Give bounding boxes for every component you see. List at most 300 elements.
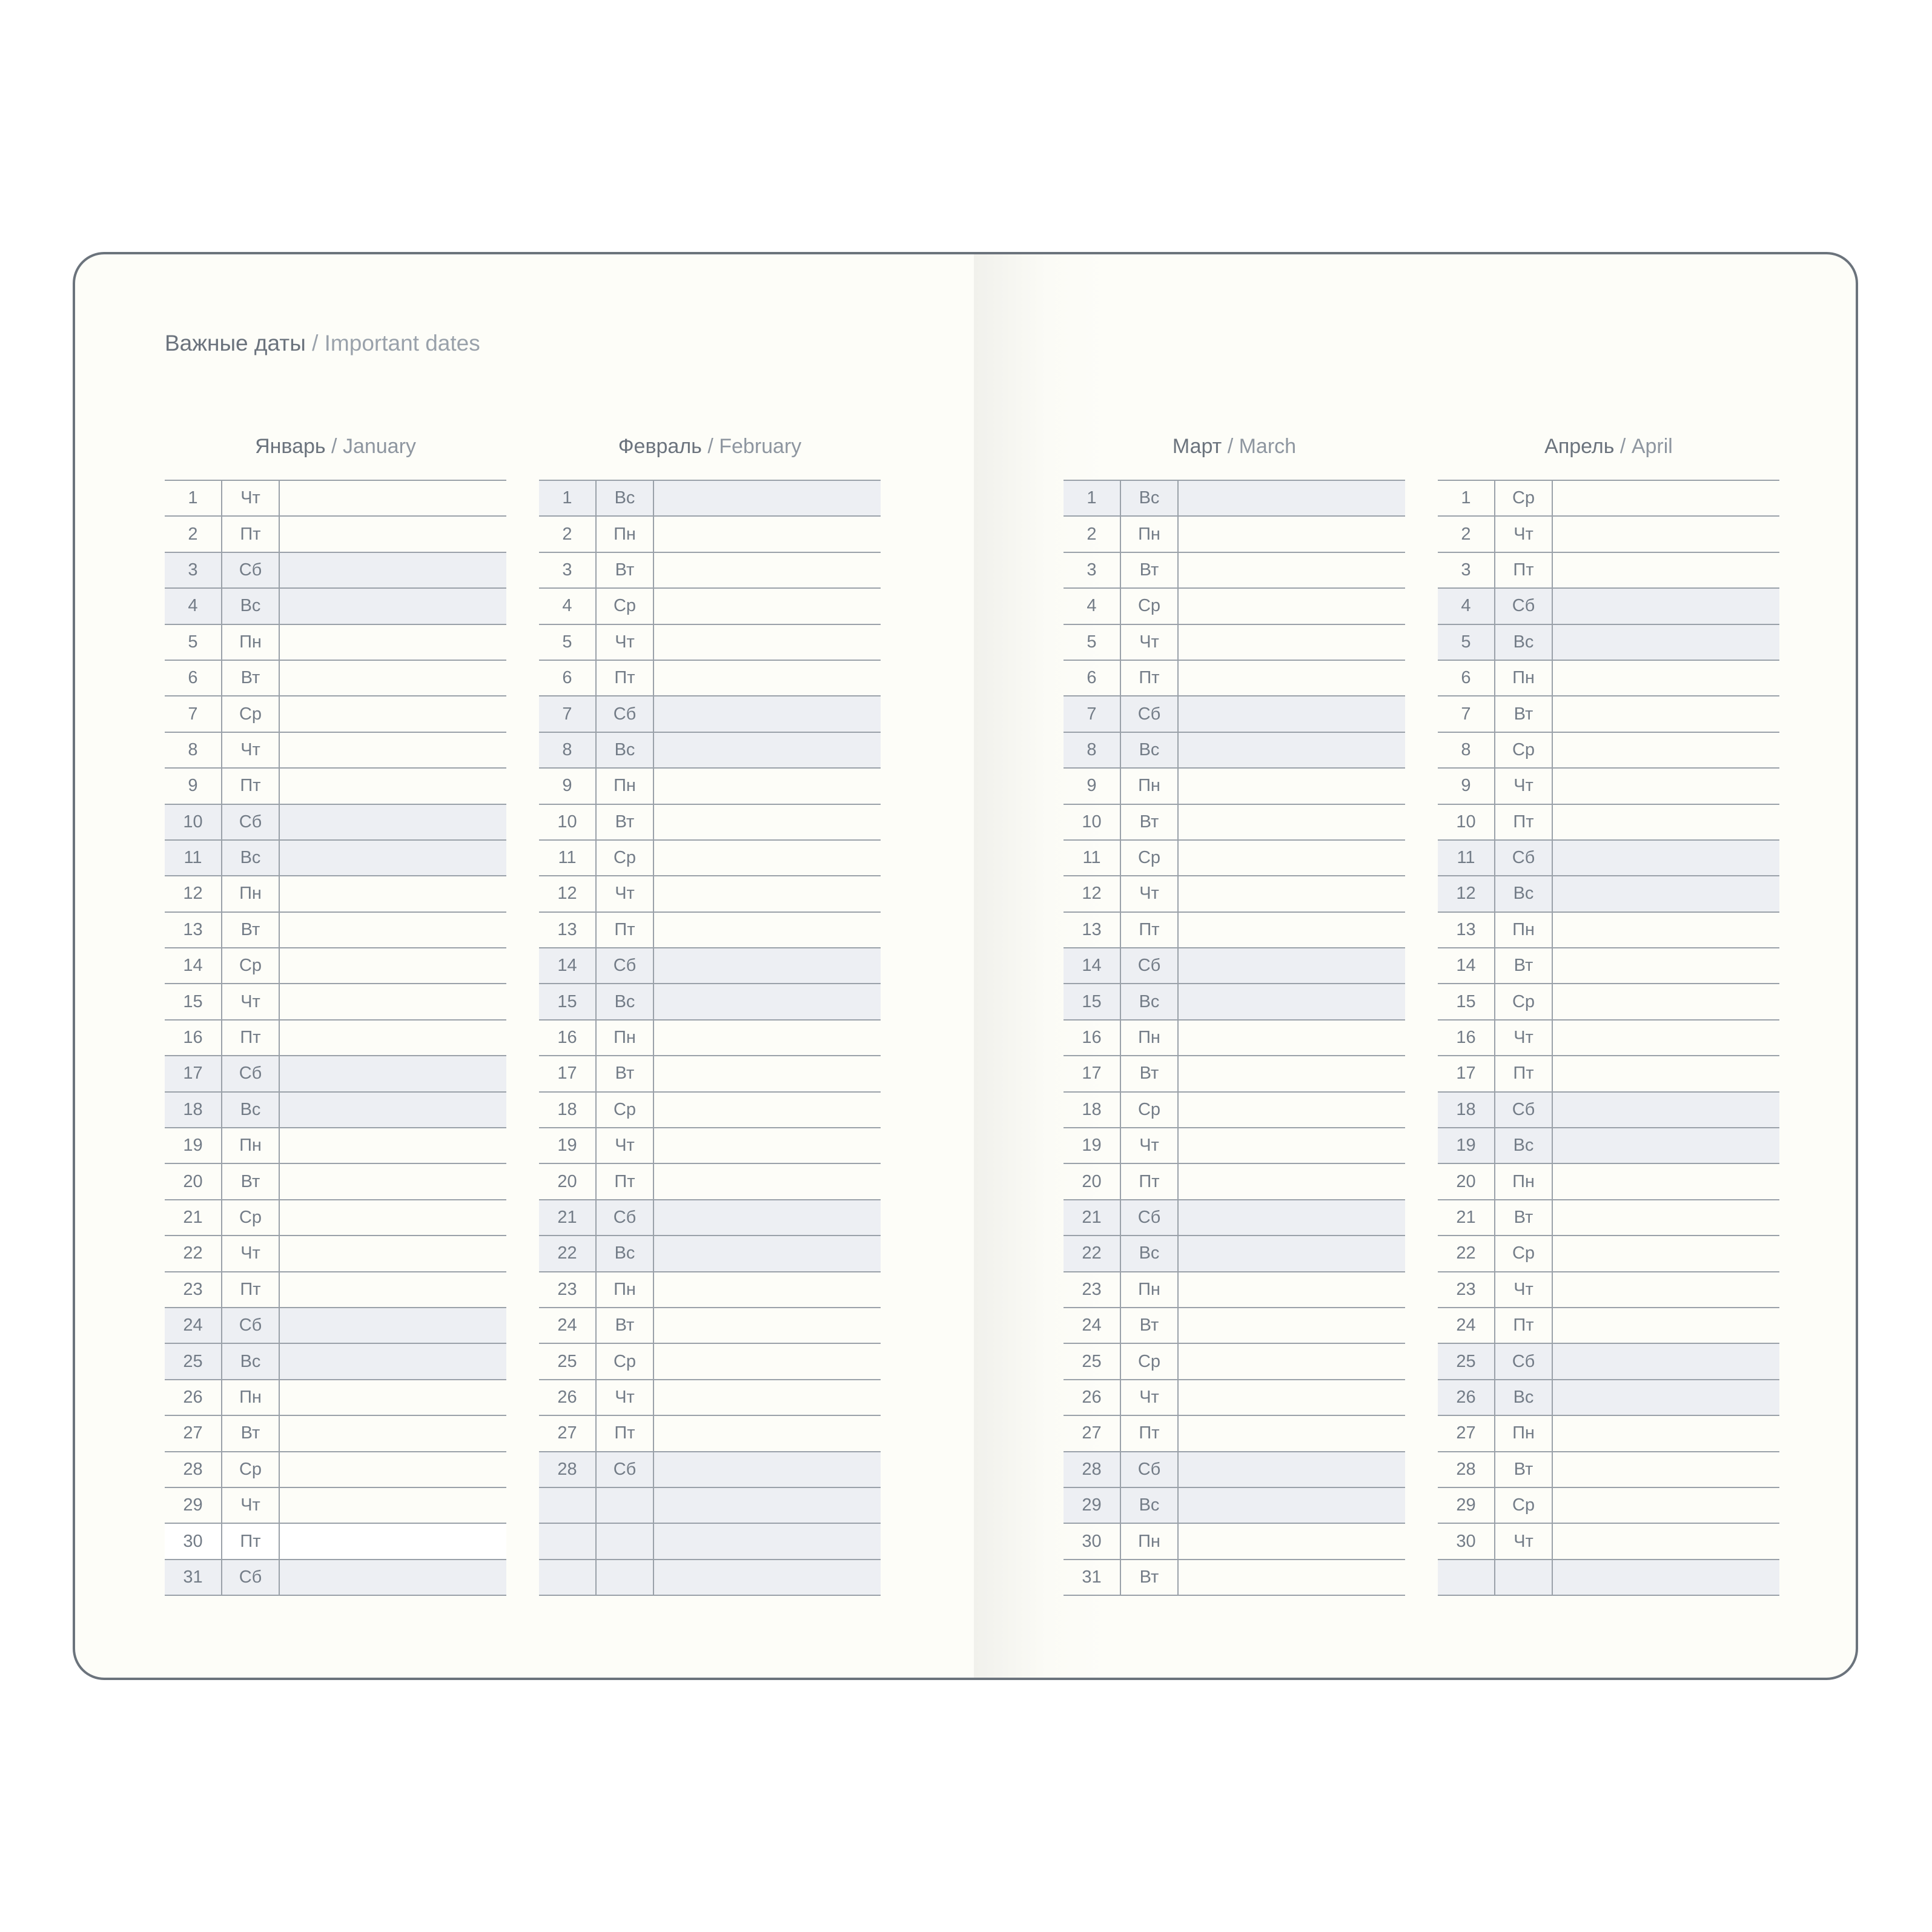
note-cell[interactable]: [1179, 1093, 1405, 1127]
date-row: [1438, 1344, 1779, 1380]
date-row: [165, 1560, 506, 1596]
note-cell[interactable]: [1179, 948, 1405, 983]
weekday: Сб: [1121, 948, 1179, 983]
note-cell[interactable]: [1553, 553, 1779, 587]
weekday: Пт: [597, 661, 654, 695]
date-row: [539, 696, 881, 732]
weekday: Вс: [222, 841, 280, 875]
note-cell[interactable]: [280, 948, 506, 983]
date-row: [539, 1488, 881, 1524]
note-cell[interactable]: [1553, 1488, 1779, 1523]
note-cell[interactable]: [280, 553, 506, 587]
weekday: Сб: [1121, 1200, 1179, 1235]
date-row: [1064, 481, 1405, 517]
note-cell[interactable]: [654, 625, 881, 660]
note-cell[interactable]: [1179, 876, 1405, 911]
day-number: 23: [1064, 1272, 1121, 1307]
note-cell[interactable]: [654, 1344, 881, 1378]
weekday: Сб: [597, 948, 654, 983]
day-number: 11: [539, 841, 597, 875]
note-cell[interactable]: [654, 517, 881, 551]
date-row: [165, 1128, 506, 1164]
day-number: 20: [539, 1164, 597, 1199]
day-number: 27: [539, 1416, 597, 1451]
date-row: [165, 1416, 506, 1452]
note-cell[interactable]: [1179, 1560, 1405, 1595]
day-number: 18: [1438, 1093, 1495, 1127]
date-row: [1064, 1164, 1405, 1200]
weekday: Чт: [1121, 1128, 1179, 1163]
note-cell[interactable]: [1179, 481, 1405, 515]
date-row: [165, 661, 506, 696]
note-cell[interactable]: [280, 1452, 506, 1487]
date-row: [165, 1452, 506, 1488]
day-number: 12: [539, 876, 597, 911]
note-cell[interactable]: [280, 984, 506, 1019]
note-cell[interactable]: [280, 876, 506, 911]
note-cell[interactable]: [654, 1560, 881, 1595]
month-title-separator: /: [1222, 435, 1239, 458]
date-row: [165, 1380, 506, 1416]
note-cell[interactable]: [1179, 805, 1405, 839]
note-cell[interactable]: [280, 661, 506, 695]
note-cell[interactable]: [1553, 805, 1779, 839]
day-number: [539, 1560, 597, 1595]
weekday: [597, 1488, 654, 1523]
note-cell[interactable]: [1553, 625, 1779, 660]
note-cell[interactable]: [1179, 696, 1405, 731]
weekday: Чт: [1121, 1380, 1179, 1415]
weekday: Чт: [597, 625, 654, 660]
note-cell[interactable]: [654, 661, 881, 695]
date-row: [1438, 876, 1779, 912]
date-row: [1064, 661, 1405, 696]
date-row: [539, 553, 881, 589]
note-cell[interactable]: [654, 1416, 881, 1451]
note-cell[interactable]: [280, 1308, 506, 1343]
day-number: 22: [165, 1236, 222, 1271]
weekday: Сб: [222, 553, 280, 587]
day-number: 17: [165, 1056, 222, 1091]
note-cell[interactable]: [1553, 1164, 1779, 1199]
date-row: [1064, 1452, 1405, 1488]
weekday: Ср: [1121, 1093, 1179, 1127]
month-title-ru: Февраль: [618, 435, 702, 458]
date-row: [539, 733, 881, 769]
date-row: [1438, 1236, 1779, 1272]
note-cell[interactable]: [1553, 1200, 1779, 1235]
note-cell[interactable]: [280, 625, 506, 660]
note-cell[interactable]: [280, 1488, 506, 1523]
date-row: [539, 841, 881, 876]
day-number: 19: [1064, 1128, 1121, 1163]
day-number: 10: [539, 805, 597, 839]
note-cell[interactable]: [1553, 481, 1779, 515]
note-cell[interactable]: [654, 1308, 881, 1343]
day-number: 11: [165, 841, 222, 875]
note-cell[interactable]: [280, 481, 506, 515]
day-number: 15: [1064, 984, 1121, 1019]
date-row: [165, 1164, 506, 1200]
weekday: Вт: [1495, 1200, 1553, 1235]
weekday: Пн: [222, 1380, 280, 1415]
note-cell[interactable]: [280, 1416, 506, 1451]
note-cell[interactable]: [280, 1560, 506, 1595]
date-row: [539, 1236, 881, 1272]
weekday: [597, 1524, 654, 1558]
note-cell[interactable]: [1179, 1164, 1405, 1199]
note-cell[interactable]: [280, 1344, 506, 1378]
day-number: 13: [165, 913, 222, 947]
weekday: Ср: [597, 1344, 654, 1378]
date-row: [1064, 1488, 1405, 1524]
date-row: [1064, 589, 1405, 624]
note-cell[interactable]: [654, 553, 881, 587]
weekday: Ср: [1495, 481, 1553, 515]
note-cell[interactable]: [1553, 1093, 1779, 1127]
day-number: 9: [1064, 769, 1121, 803]
month-title-ru: Январь: [255, 435, 326, 458]
note-cell[interactable]: [1553, 1056, 1779, 1091]
note-cell[interactable]: [1179, 1308, 1405, 1343]
note-cell[interactable]: [1553, 913, 1779, 947]
month-title-ru: Апрель: [1544, 435, 1615, 458]
day-number: 5: [539, 625, 597, 660]
day-number: 20: [165, 1164, 222, 1199]
date-row: [165, 625, 506, 661]
day-number: 9: [165, 769, 222, 803]
note-cell[interactable]: [280, 769, 506, 803]
date-row: [1064, 553, 1405, 589]
weekday: Пн: [222, 625, 280, 660]
note-cell[interactable]: [1179, 913, 1405, 947]
note-cell[interactable]: [654, 1524, 881, 1558]
date-row: [539, 948, 881, 984]
day-number: 5: [165, 625, 222, 660]
weekday: Вс: [1121, 1236, 1179, 1271]
day-number: 23: [1438, 1272, 1495, 1307]
note-cell[interactable]: [1179, 1416, 1405, 1451]
note-cell[interactable]: [1179, 553, 1405, 587]
day-number: 26: [1064, 1380, 1121, 1415]
note-cell[interactable]: [280, 1021, 506, 1055]
page-title-ru: Важные даты: [165, 331, 306, 356]
day-number: 2: [539, 517, 597, 551]
note-cell[interactable]: [1179, 733, 1405, 767]
day-number: 25: [539, 1344, 597, 1378]
weekday: Пн: [597, 517, 654, 551]
note-cell[interactable]: [1179, 1272, 1405, 1307]
note-cell[interactable]: [280, 1380, 506, 1415]
date-row: [539, 517, 881, 552]
month-title-en: February: [719, 435, 802, 458]
day-number: 30: [165, 1524, 222, 1558]
date-row: [1438, 1093, 1779, 1128]
day-number: 20: [1438, 1164, 1495, 1199]
weekday: Вс: [597, 481, 654, 515]
weekday: Вт: [1495, 696, 1553, 731]
note-cell[interactable]: [1553, 1128, 1779, 1163]
weekday: Сб: [1121, 1452, 1179, 1487]
day-number: 15: [165, 984, 222, 1019]
day-number: 6: [165, 661, 222, 695]
note-cell[interactable]: [654, 876, 881, 911]
note-cell[interactable]: [1179, 1452, 1405, 1487]
note-cell[interactable]: [1179, 1236, 1405, 1271]
weekday: Пн: [222, 876, 280, 911]
weekday: Чт: [1495, 1524, 1553, 1558]
date-row: [1438, 1200, 1779, 1236]
weekday: Ср: [1495, 1236, 1553, 1271]
note-cell[interactable]: [654, 769, 881, 803]
weekday: Чт: [222, 984, 280, 1019]
note-cell[interactable]: [280, 589, 506, 623]
day-number: 1: [165, 481, 222, 515]
date-row: [539, 1164, 881, 1200]
note-cell[interactable]: [1179, 1021, 1405, 1055]
date-row: [539, 1056, 881, 1092]
weekday: Пн: [1495, 1416, 1553, 1451]
day-number: 19: [165, 1128, 222, 1163]
day-number: 20: [1064, 1164, 1121, 1199]
date-row: [165, 733, 506, 769]
day-number: 23: [165, 1272, 222, 1307]
month-table: [539, 480, 881, 1596]
weekday: Вс: [222, 589, 280, 623]
note-cell[interactable]: [1553, 1524, 1779, 1558]
note-cell[interactable]: [280, 1200, 506, 1235]
weekday: Вт: [597, 553, 654, 587]
day-number: 2: [1064, 517, 1121, 551]
note-cell[interactable]: [1553, 696, 1779, 731]
day-number: 8: [1064, 733, 1121, 767]
day-number: 3: [1064, 553, 1121, 587]
note-cell[interactable]: [1179, 661, 1405, 695]
date-row: [1064, 517, 1405, 552]
note-cell[interactable]: [654, 1056, 881, 1091]
weekday: Пт: [597, 1416, 654, 1451]
note-cell[interactable]: [654, 841, 881, 875]
note-cell[interactable]: [1179, 1488, 1405, 1523]
note-cell[interactable]: [1553, 661, 1779, 695]
note-cell[interactable]: [1553, 948, 1779, 983]
date-row: [165, 1488, 506, 1524]
note-cell[interactable]: [1553, 1380, 1779, 1415]
day-number: 13: [539, 913, 597, 947]
note-cell[interactable]: [1179, 769, 1405, 803]
note-cell[interactable]: [1553, 589, 1779, 623]
note-cell[interactable]: [280, 1164, 506, 1199]
note-cell[interactable]: [280, 517, 506, 551]
weekday: Пт: [1121, 913, 1179, 947]
note-cell[interactable]: [1179, 517, 1405, 551]
day-number: 8: [165, 733, 222, 767]
note-cell[interactable]: [1553, 517, 1779, 551]
note-cell[interactable]: [1553, 769, 1779, 803]
note-cell[interactable]: [1553, 1416, 1779, 1451]
weekday: Пт: [1121, 1416, 1179, 1451]
note-cell[interactable]: [654, 1272, 881, 1307]
date-row: [165, 876, 506, 912]
weekday: Чт: [1495, 1021, 1553, 1055]
note-cell[interactable]: [654, 1452, 881, 1487]
day-number: 3: [539, 553, 597, 587]
day-number: 8: [539, 733, 597, 767]
note-cell[interactable]: [654, 948, 881, 983]
weekday: Пн: [597, 1272, 654, 1307]
weekday: Ср: [222, 696, 280, 731]
weekday: Вс: [1121, 481, 1179, 515]
date-row: [539, 589, 881, 624]
note-cell[interactable]: [654, 1021, 881, 1055]
date-row: [1438, 1452, 1779, 1488]
note-cell[interactable]: [654, 481, 881, 515]
month-january: [165, 431, 506, 1596]
date-row: [165, 1272, 506, 1308]
weekday: Чт: [597, 1128, 654, 1163]
note-cell[interactable]: [1553, 1560, 1779, 1595]
date-row: [165, 696, 506, 732]
note-cell[interactable]: [1553, 984, 1779, 1019]
month-april: [1438, 431, 1779, 1596]
note-cell[interactable]: [654, 984, 881, 1019]
note-cell[interactable]: [1553, 1021, 1779, 1055]
weekday: Пн: [1495, 913, 1553, 947]
month-title-ru: Март: [1172, 435, 1222, 458]
note-cell[interactable]: [654, 696, 881, 731]
weekday: Сб: [222, 1308, 280, 1343]
date-row: [539, 876, 881, 912]
note-cell[interactable]: [654, 1236, 881, 1271]
note-cell[interactable]: [280, 913, 506, 947]
weekday: Вт: [597, 805, 654, 839]
day-number: 16: [1064, 1021, 1121, 1055]
weekday: Пт: [1495, 1308, 1553, 1343]
note-cell[interactable]: [1179, 589, 1405, 623]
note-cell[interactable]: [1553, 1308, 1779, 1343]
weekday: Вт: [1121, 1056, 1179, 1091]
day-number: 24: [1064, 1308, 1121, 1343]
note-cell[interactable]: [1553, 1272, 1779, 1307]
date-row: [1064, 1093, 1405, 1128]
weekday: Пт: [1495, 805, 1553, 839]
month-title: [165, 431, 506, 480]
weekday: Пт: [597, 1164, 654, 1199]
month-title-en: April: [1631, 435, 1673, 458]
note-cell[interactable]: [1553, 1236, 1779, 1271]
weekday: Вт: [597, 1056, 654, 1091]
day-number: 21: [1064, 1200, 1121, 1235]
note-cell[interactable]: [1553, 876, 1779, 911]
note-cell[interactable]: [1179, 1056, 1405, 1091]
note-cell[interactable]: [280, 1128, 506, 1163]
date-row: [165, 1021, 506, 1056]
note-cell[interactable]: [654, 805, 881, 839]
weekday: Сб: [1121, 696, 1179, 731]
note-cell[interactable]: [1179, 1380, 1405, 1415]
weekday: Сб: [222, 1560, 280, 1595]
date-row: [1064, 1021, 1405, 1056]
weekday: Вт: [1121, 805, 1179, 839]
month-title-en: March: [1239, 435, 1297, 458]
day-number: 4: [539, 589, 597, 623]
day-number: 25: [1438, 1344, 1495, 1378]
day-number: 6: [539, 661, 597, 695]
month-table: [1064, 480, 1405, 1596]
day-number: 5: [1064, 625, 1121, 660]
note-cell[interactable]: [1179, 1524, 1405, 1558]
note-cell[interactable]: [280, 1272, 506, 1307]
note-cell[interactable]: [1553, 841, 1779, 875]
weekday: Сб: [1495, 589, 1553, 623]
note-cell[interactable]: [280, 805, 506, 839]
weekday: Ср: [597, 841, 654, 875]
note-cell[interactable]: [1179, 625, 1405, 660]
date-row: [1064, 1128, 1405, 1164]
day-number: 13: [1438, 913, 1495, 947]
date-row: [1064, 733, 1405, 769]
weekday: Вс: [1121, 984, 1179, 1019]
date-row: [165, 481, 506, 517]
note-cell[interactable]: [1179, 841, 1405, 875]
date-row: [165, 1056, 506, 1092]
note-cell[interactable]: [280, 1056, 506, 1091]
weekday: Вт: [222, 1416, 280, 1451]
note-cell[interactable]: [654, 1128, 881, 1163]
weekday: Пт: [1121, 661, 1179, 695]
weekday: Чт: [222, 1488, 280, 1523]
month-table: [1438, 480, 1779, 1596]
note-cell[interactable]: [1553, 1452, 1779, 1487]
note-cell[interactable]: [280, 1236, 506, 1271]
date-row: [539, 1344, 881, 1380]
note-cell[interactable]: [1553, 1344, 1779, 1378]
note-cell[interactable]: [1179, 1128, 1405, 1163]
note-cell[interactable]: [280, 841, 506, 875]
weekday: Вт: [1121, 1308, 1179, 1343]
note-cell[interactable]: [1553, 733, 1779, 767]
note-cell[interactable]: [654, 1488, 881, 1523]
month-title-separator: /: [1614, 435, 1632, 458]
date-row: [539, 805, 881, 841]
note-cell[interactable]: [1179, 984, 1405, 1019]
note-cell[interactable]: [654, 1093, 881, 1127]
weekday: Вт: [1121, 553, 1179, 587]
note-cell[interactable]: [1179, 1344, 1405, 1378]
date-row: [165, 1344, 506, 1380]
note-cell[interactable]: [280, 1093, 506, 1127]
day-number: 4: [1438, 589, 1495, 623]
note-cell[interactable]: [654, 589, 881, 623]
date-row: [539, 1380, 881, 1416]
day-number: 4: [165, 589, 222, 623]
note-cell[interactable]: [280, 733, 506, 767]
note-cell[interactable]: [654, 913, 881, 947]
weekday: Сб: [1495, 841, 1553, 875]
day-number: 15: [1438, 984, 1495, 1019]
note-cell[interactable]: [654, 1380, 881, 1415]
note-cell[interactable]: [654, 733, 881, 767]
date-row: [165, 589, 506, 624]
note-cell[interactable]: [280, 1524, 506, 1558]
weekday: Чт: [1495, 769, 1553, 803]
note-cell[interactable]: [654, 1164, 881, 1199]
note-cell[interactable]: [1179, 1200, 1405, 1235]
note-cell[interactable]: [654, 1200, 881, 1235]
weekday: Вт: [222, 1164, 280, 1199]
day-number: 12: [1438, 876, 1495, 911]
note-cell[interactable]: [280, 696, 506, 731]
